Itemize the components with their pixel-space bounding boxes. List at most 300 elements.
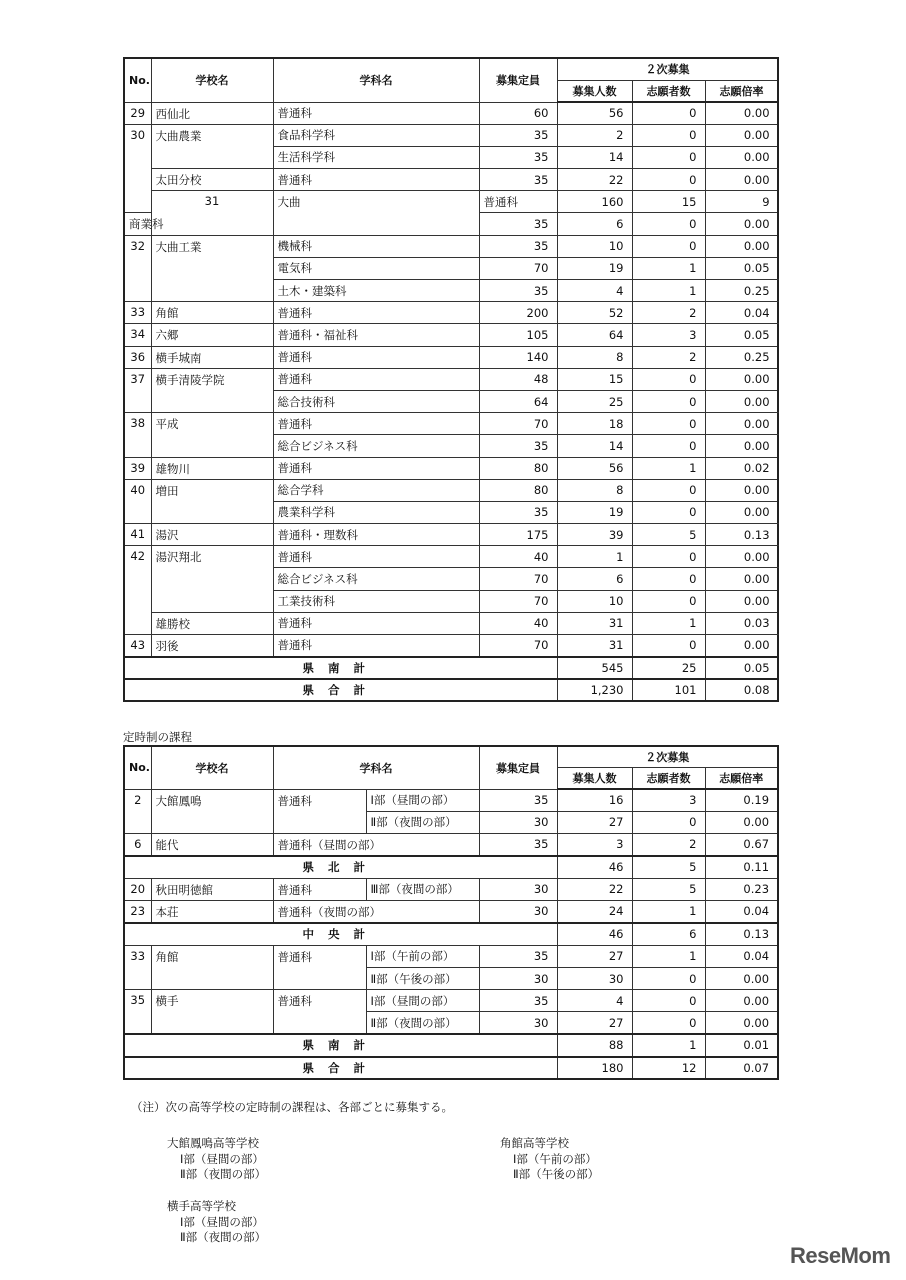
recruit-count: 19	[557, 257, 632, 279]
quota: 80	[479, 457, 557, 479]
header-ratio: 志願倍率	[705, 768, 778, 790]
table-row	[124, 169, 778, 191]
table-row	[124, 479, 778, 501]
recruit-count: 14	[557, 146, 632, 168]
school-name: 湯沢	[151, 524, 273, 546]
dept-name: 普通科・福祉科	[273, 324, 479, 346]
application-ratio: 0.05	[705, 257, 778, 279]
school-name: 秋田明徳館	[151, 878, 273, 900]
table-row	[124, 457, 778, 479]
applicant-count: 0	[632, 811, 705, 833]
dept-part: Ⅰ部（昼間の部）	[366, 990, 479, 1012]
dept-name: 総合ビジネス科	[273, 435, 479, 457]
quota: 30	[479, 811, 557, 833]
school-name: 大曲農業	[151, 124, 273, 168]
quota: 70	[479, 568, 557, 590]
application-ratio: 0.00	[705, 811, 778, 833]
applicant-count: 1	[632, 900, 705, 922]
table-row	[124, 235, 778, 257]
school-no: 30	[124, 124, 151, 213]
school-name: 平成	[151, 413, 273, 457]
school-name: 羽後	[151, 635, 273, 657]
applicant-count: 12	[632, 1057, 705, 1079]
school-name: 大曲	[273, 191, 479, 235]
applicant-count: 0	[632, 435, 705, 457]
recruit-count: 56	[557, 102, 632, 124]
applicant-count: 0	[632, 235, 705, 257]
application-ratio: 0.00	[705, 146, 778, 168]
applicant-count: 1	[632, 257, 705, 279]
quota: 40	[479, 612, 557, 634]
dept-name: 農業科学科	[273, 501, 479, 523]
parttime-caption: 定時制の課程	[123, 730, 192, 744]
applicant-count: 0	[632, 990, 705, 1012]
quota: 35	[479, 435, 557, 457]
school-no: 6	[124, 834, 151, 856]
table-row	[124, 302, 778, 324]
header-dept: 学科名	[273, 58, 479, 102]
application-ratio: 0.00	[705, 1012, 778, 1034]
applicant-count: 0	[632, 413, 705, 435]
parttime-table	[123, 745, 779, 1080]
table-row	[124, 834, 778, 856]
quota: 35	[479, 235, 557, 257]
school-no: 34	[124, 324, 151, 346]
table-row	[124, 878, 778, 900]
recruit-count: 56	[557, 457, 632, 479]
dept-name: 普通科	[479, 191, 557, 213]
school-no: 29	[124, 102, 151, 124]
applicant-count: 6	[632, 923, 705, 945]
header-quota: 募集定員	[479, 58, 557, 102]
recruit-count: 88	[557, 1034, 632, 1056]
school-no: 41	[124, 524, 151, 546]
school-name: 雄物川	[151, 457, 273, 479]
dept-name: 土木・建築科	[273, 280, 479, 302]
applicant-count: 1	[632, 1034, 705, 1056]
parttime-table-body	[124, 789, 778, 1079]
quota: 40	[479, 546, 557, 568]
school-name: 角館	[151, 945, 273, 990]
applicant-count: 1	[632, 457, 705, 479]
application-ratio: 0.00	[705, 413, 778, 435]
note-yokote-line2: Ⅱ部（夜間の部）	[180, 1230, 267, 1244]
total-row	[124, 679, 778, 701]
school-name: 角館	[151, 302, 273, 324]
recruit-count: 30	[557, 967, 632, 989]
school-name: 湯沢翔北	[151, 546, 273, 613]
quota: 80	[479, 479, 557, 501]
application-ratio: 0.03	[705, 612, 778, 634]
total-label: 県南計	[124, 657, 557, 679]
dept-name: 普通科	[273, 346, 479, 368]
application-ratio: 0.19	[705, 789, 778, 811]
school-no: 42	[124, 546, 151, 635]
dept-part: Ⅰ部（午前の部）	[366, 945, 479, 967]
quota: 35	[479, 501, 557, 523]
quota: 35	[479, 834, 557, 856]
recruit-count: 10	[557, 590, 632, 612]
application-ratio: 0.05	[705, 324, 778, 346]
table-row	[124, 124, 778, 146]
applicant-count: 0	[632, 146, 705, 168]
dept-part: Ⅱ部（夜間の部）	[366, 1012, 479, 1034]
recruit-count: 1,230	[557, 679, 632, 701]
quota: 35	[479, 169, 557, 191]
dept-part: Ⅰ部（昼間の部）	[366, 789, 479, 811]
dept-name: 普通科・理数科	[273, 524, 479, 546]
application-ratio: 0.25	[705, 346, 778, 368]
recruit-count: 15	[557, 368, 632, 390]
school-no: 33	[124, 302, 151, 324]
application-ratio: 0.00	[705, 102, 778, 124]
applicant-count: 0	[632, 124, 705, 146]
application-ratio: 0.04	[705, 900, 778, 922]
application-ratio: 0.00	[705, 546, 778, 568]
application-ratio: 0.00	[705, 390, 778, 412]
applicant-count: 0	[632, 546, 705, 568]
applicant-count: 1	[632, 945, 705, 967]
school-no: 39	[124, 457, 151, 479]
quota: 35	[479, 945, 557, 967]
recruit-count: 31	[557, 635, 632, 657]
application-ratio: 0.00	[705, 967, 778, 989]
applicant-count: 0	[632, 390, 705, 412]
quota: 70	[479, 590, 557, 612]
total-row	[124, 923, 778, 945]
recruit-count: 8	[557, 479, 632, 501]
dept-name: 電気科	[273, 257, 479, 279]
quota: 30	[479, 878, 557, 900]
applicant-count: 5	[632, 856, 705, 878]
recruit-count: 6	[557, 568, 632, 590]
dept-name: 食品科学科	[273, 124, 479, 146]
school-no: 38	[124, 413, 151, 457]
applicant-count: 9	[705, 191, 778, 213]
header-recruit: 募集人数	[557, 80, 632, 102]
dept-part: Ⅲ部（夜間の部）	[366, 878, 479, 900]
recruit-count: 8	[557, 346, 632, 368]
recruit-count: 4	[557, 990, 632, 1012]
applicant-count: 0	[632, 967, 705, 989]
recruit-count: 25	[557, 390, 632, 412]
note-kakunodate	[500, 1136, 599, 1183]
applicant-count: 1	[632, 612, 705, 634]
recruit-count: 39	[557, 524, 632, 546]
applicant-count: 0	[632, 479, 705, 501]
school-name: 横手城南	[151, 346, 273, 368]
recruit-count: 180	[557, 1057, 632, 1079]
school-name: 太田分校	[151, 169, 273, 191]
application-ratio: 0.05	[705, 657, 778, 679]
application-ratio: 0.00	[705, 501, 778, 523]
application-ratio: 0.13	[705, 923, 778, 945]
header-recruit: 募集人数	[557, 768, 632, 790]
school-no: 43	[124, 635, 151, 657]
school-no: 23	[124, 900, 151, 922]
resemom-logo: ReseMom	[790, 1243, 891, 1268]
applicant-count: 1	[632, 280, 705, 302]
application-ratio: 0.00	[705, 635, 778, 657]
applicant-count: 0	[632, 501, 705, 523]
quota: 35	[479, 124, 557, 146]
recruit-count: 2	[557, 124, 632, 146]
quota: 30	[479, 967, 557, 989]
note-yokote-line1: Ⅰ部（昼間の部）	[180, 1214, 264, 1229]
total-label: 中央計	[124, 923, 557, 945]
quota: 70	[479, 413, 557, 435]
header-applicants: 志願者数	[632, 768, 705, 790]
dept-name: 普通科（昼間の部）	[273, 834, 479, 856]
dept-name: 普通科（夜間の部）	[273, 900, 479, 922]
applicant-count: 5	[632, 524, 705, 546]
table-row	[124, 635, 778, 657]
header-ratio: 志願倍率	[705, 80, 778, 102]
application-ratio: 0.25	[705, 280, 778, 302]
dept-name: 生活科学科	[273, 146, 479, 168]
fulltime-table	[123, 57, 779, 702]
note-kakunodate-line2: Ⅱ部（午後の部）	[513, 1167, 600, 1181]
quota: 70	[479, 635, 557, 657]
application-ratio: 0.00	[705, 435, 778, 457]
applicant-count: 0	[632, 102, 705, 124]
table-row	[124, 191, 778, 213]
recruit-count: 15	[632, 191, 705, 213]
school-no: 20	[124, 878, 151, 900]
applicant-count: 3	[632, 789, 705, 811]
dept-name: 総合ビジネス科	[273, 568, 479, 590]
applicant-count: 2	[632, 302, 705, 324]
applicant-count: 5	[632, 878, 705, 900]
recruit-count: 22	[557, 169, 632, 191]
recruit-count: 24	[557, 900, 632, 922]
school-name: 六郷	[151, 324, 273, 346]
dept-name: 普通科	[273, 990, 366, 1035]
table-row	[124, 524, 778, 546]
dept-name: 普通科	[273, 945, 366, 990]
school-name: 大曲工業	[151, 235, 273, 302]
applicant-count: 0	[632, 635, 705, 657]
recruit-count: 10	[557, 235, 632, 257]
recruit-count: 3	[557, 834, 632, 856]
header-dept: 学科名	[273, 746, 479, 789]
applicant-count: 0	[632, 213, 705, 235]
quota: 70	[479, 257, 557, 279]
application-ratio: 0.00	[705, 990, 778, 1012]
note-odate-line1: Ⅰ部（昼間の部）	[180, 1151, 264, 1166]
dept-part: Ⅱ部（午後の部）	[366, 967, 479, 989]
header-no: No.	[124, 746, 151, 789]
application-ratio: 0.04	[705, 945, 778, 967]
application-ratio: 0.00	[705, 235, 778, 257]
recruit-count: 16	[557, 789, 632, 811]
application-ratio: 0.00	[705, 169, 778, 191]
header-second: ２次募集	[557, 746, 778, 768]
quota: 35	[479, 990, 557, 1012]
note-kakunodate-title: 角館高等学校	[500, 1136, 569, 1150]
recruit-count: 46	[557, 856, 632, 878]
application-ratio: 0.13	[705, 524, 778, 546]
dept-name: 工業技術科	[273, 590, 479, 612]
header-second: ２次募集	[557, 58, 778, 80]
application-ratio: 0.00	[705, 479, 778, 501]
dept-name: 普通科	[273, 457, 479, 479]
recruit-count: 14	[557, 435, 632, 457]
table-row	[124, 945, 778, 967]
school-no: 36	[124, 346, 151, 368]
quota: 35	[479, 213, 557, 235]
quota: 60	[479, 102, 557, 124]
total-row	[124, 856, 778, 878]
dept-name: 普通科	[273, 789, 366, 834]
quota: 175	[479, 524, 557, 546]
school-no: 32	[124, 235, 151, 302]
application-ratio: 0.11	[705, 856, 778, 878]
dept-name: 普通科	[273, 546, 479, 568]
school-name: 雄勝校	[151, 612, 273, 634]
table-row	[124, 102, 778, 124]
dept-name: 総合技術科	[273, 390, 479, 412]
table-row	[124, 413, 778, 435]
application-ratio: 0.00	[705, 568, 778, 590]
quota: 200	[479, 302, 557, 324]
school-name: 本荘	[151, 900, 273, 922]
application-ratio: 0.02	[705, 457, 778, 479]
total-label: 県南計	[124, 1034, 557, 1056]
school-name: 横手清陵学院	[151, 368, 273, 412]
applicant-count: 2	[632, 834, 705, 856]
table-row	[124, 324, 778, 346]
note-intro: （注）次の高等学校の定時制の課程は、各部ごとに募集する。	[131, 1100, 453, 1114]
school-name: 西仙北	[151, 102, 273, 124]
quota: 35	[479, 146, 557, 168]
dept-name: 普通科	[273, 635, 479, 657]
application-ratio: 0.07	[705, 1057, 778, 1079]
header-school: 学校名	[151, 746, 273, 789]
school-no: 40	[124, 479, 151, 523]
quota: 140	[479, 346, 557, 368]
school-no: 33	[124, 945, 151, 990]
recruit-count: 27	[557, 945, 632, 967]
recruit-count: 31	[557, 612, 632, 634]
recruit-count: 19	[557, 501, 632, 523]
applicant-count: 25	[632, 657, 705, 679]
application-ratio: 0.67	[705, 834, 778, 856]
school-no: 35	[124, 990, 151, 1035]
recruit-count: 64	[557, 324, 632, 346]
applicant-count: 0	[632, 368, 705, 390]
header-quota: 募集定員	[479, 746, 557, 789]
applicant-count: 101	[632, 679, 705, 701]
school-no: 31	[151, 191, 273, 235]
table-row	[124, 789, 778, 811]
note-kakunodate-line1: Ⅰ部（午前の部）	[513, 1151, 597, 1166]
application-ratio: 0.00	[705, 124, 778, 146]
note-yokote-title: 横手高等学校	[167, 1199, 236, 1213]
school-name: 増田	[151, 479, 273, 523]
table-row	[124, 612, 778, 634]
dept-name: 普通科	[273, 878, 366, 900]
quota: 35	[479, 280, 557, 302]
table-row	[124, 546, 778, 568]
recruit-count: 6	[557, 213, 632, 235]
table-row	[124, 990, 778, 1012]
application-ratio: 0.00	[705, 368, 778, 390]
note-odate	[167, 1136, 266, 1183]
applicant-count: 0	[632, 1012, 705, 1034]
dept-name: 商業科	[124, 213, 151, 235]
quota: 105	[479, 324, 557, 346]
application-ratio: 0.00	[705, 213, 778, 235]
fulltime-table-body	[124, 102, 778, 701]
quota: 30	[479, 1012, 557, 1034]
dept-name: 総合学科	[273, 479, 479, 501]
dept-name: 普通科	[273, 612, 479, 634]
dept-name: 普通科	[273, 368, 479, 390]
recruit-count: 27	[557, 811, 632, 833]
total-row	[124, 1034, 778, 1056]
note-yokote	[167, 1199, 266, 1246]
dept-name: 普通科	[273, 102, 479, 124]
applicant-count: 2	[632, 346, 705, 368]
recruit-count: 27	[557, 1012, 632, 1034]
table-row	[124, 900, 778, 922]
application-ratio: 0.08	[705, 679, 778, 701]
recruit-count: 545	[557, 657, 632, 679]
dept-part: Ⅱ部（夜間の部）	[366, 811, 479, 833]
note-odate-title: 大館鳳鳴高等学校	[167, 1136, 259, 1150]
recruit-count: 22	[557, 878, 632, 900]
total-row	[124, 1057, 778, 1079]
school-name: 横手	[151, 990, 273, 1035]
quota: 35	[479, 789, 557, 811]
dept-name: 普通科	[273, 169, 479, 191]
header-school: 学校名	[151, 58, 273, 102]
school-no: 37	[124, 368, 151, 412]
application-ratio: 0.23	[705, 878, 778, 900]
table-row	[124, 346, 778, 368]
total-label: 県合計	[124, 1057, 557, 1079]
header-no: No.	[124, 58, 151, 102]
table-row	[124, 368, 778, 390]
recruit-count: 1	[557, 546, 632, 568]
application-ratio: 0.01	[705, 1034, 778, 1056]
total-label: 県北計	[124, 856, 557, 878]
total-label: 県合計	[124, 679, 557, 701]
dept-name: 普通科	[273, 302, 479, 324]
school-no: 2	[124, 789, 151, 834]
quota: 48	[479, 368, 557, 390]
recruit-count: 52	[557, 302, 632, 324]
application-ratio: 0.00	[705, 590, 778, 612]
applicant-count: 0	[632, 169, 705, 191]
header-applicants: 志願者数	[632, 80, 705, 102]
quota: 64	[479, 390, 557, 412]
total-row	[124, 657, 778, 679]
school-name: 能代	[151, 834, 273, 856]
recruit-count: 46	[557, 923, 632, 945]
applicant-count: 3	[632, 324, 705, 346]
recruit-count: 4	[557, 280, 632, 302]
applicant-count: 0	[632, 590, 705, 612]
dept-name: 機械科	[273, 235, 479, 257]
quota: 30	[479, 900, 557, 922]
dept-name: 普通科	[273, 413, 479, 435]
school-name: 大館鳳鳴	[151, 789, 273, 834]
note-odate-line2: Ⅱ部（夜間の部）	[180, 1167, 267, 1181]
quota: 160	[557, 191, 632, 213]
recruit-count: 18	[557, 413, 632, 435]
